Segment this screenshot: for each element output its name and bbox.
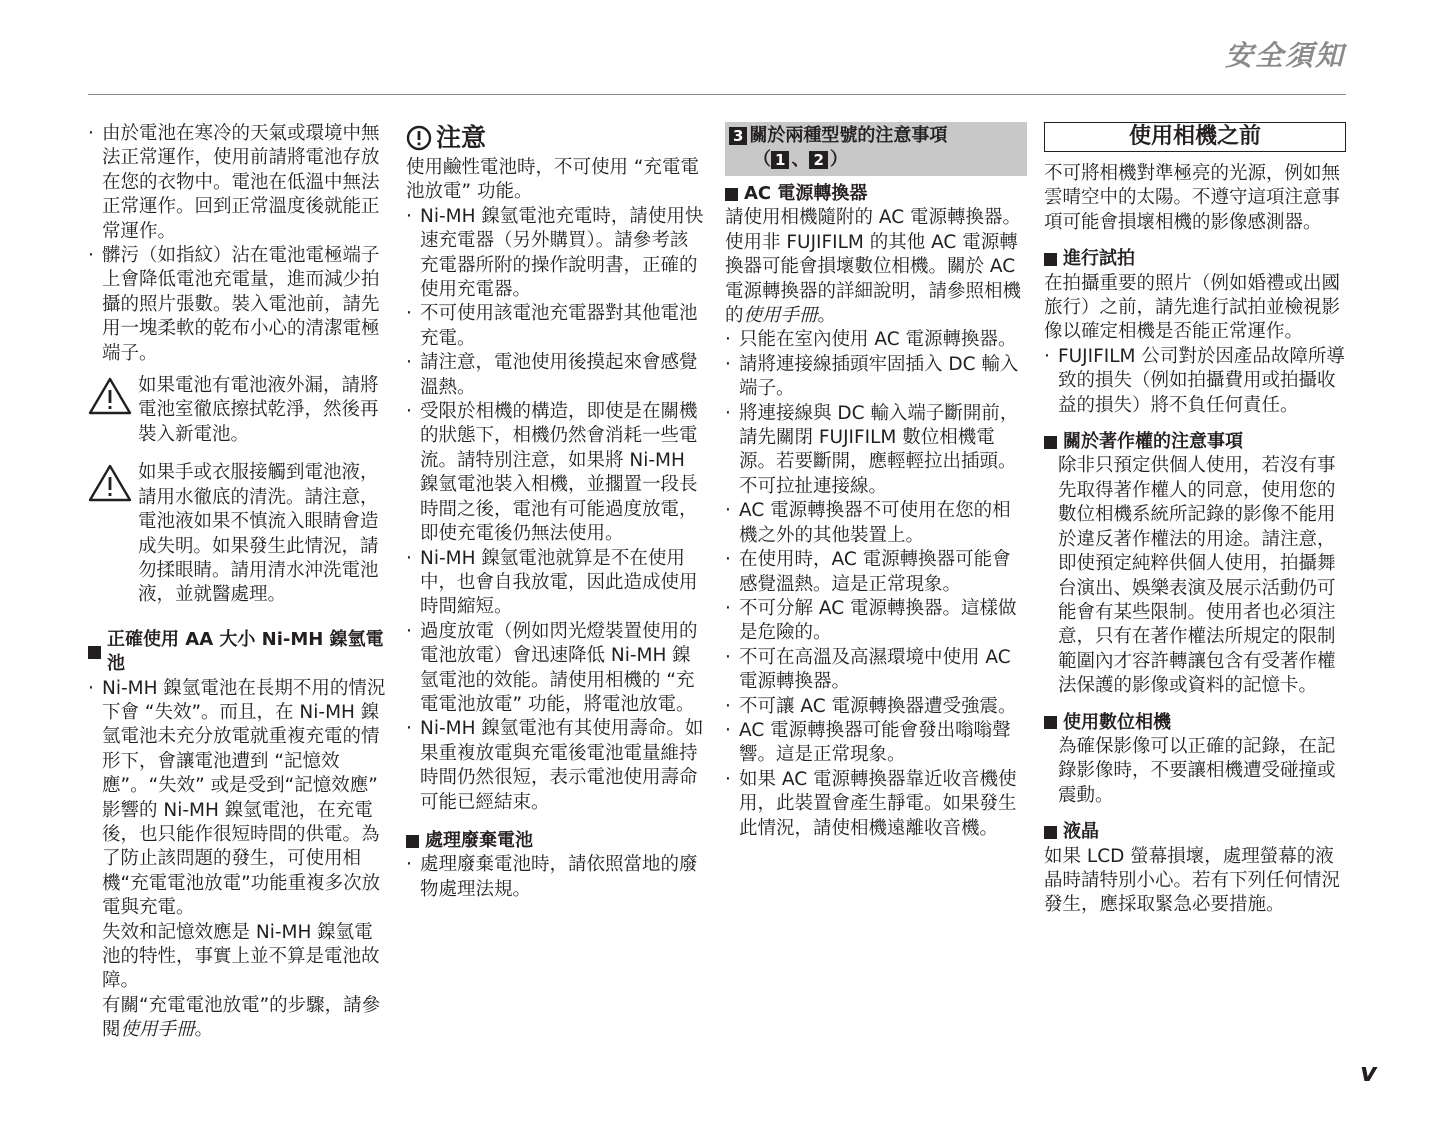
section-heading-lcd: [1044, 820, 1346, 844]
list-item: · 受限於相機的構造，即使是在關機的狀態下，相機仍然會消耗一些電流。請特別注意，如果將 Ni-MH 鎳氫電池裝入相機，並擱置一段長時間之後，電池有可能過度放電，即使充電後仍無法使用。: [406, 400, 706, 546]
column-4: [1044, 122, 1346, 918]
square-bullet-icon: [1044, 826, 1057, 839]
square-bullet-icon: [1044, 253, 1057, 266]
page-number: v: [1360, 1058, 1377, 1088]
list-item: · AC 電源轉換器可能會發出嗡嗡聲響。這是正常現象。: [725, 719, 1027, 768]
section-heading-text: 使用數位相機: [1063, 711, 1171, 733]
caution-heading: [406, 122, 706, 154]
list-item: · 請注意，電池使用後摸起來會感覺溫熱。: [406, 351, 706, 400]
warning-triangle-icon: [88, 463, 132, 503]
two-models-box: 3 關於兩種型號的注意事項 （ 1 、 2 ）: [725, 122, 1027, 176]
list-item: · 不可分解 AC 電源轉換器。這樣做是危險的。: [725, 597, 1027, 646]
list-item: · 不可在高溫及高濕環境中使用 AC 電源轉換器。: [725, 646, 1027, 695]
list-item: · AC 電源轉換器不可使用在您的相機之外的其他裝置上。: [725, 499, 1027, 548]
square-bullet-icon: [88, 646, 101, 659]
square-bullet-icon: [725, 188, 738, 201]
column-3: [725, 122, 1027, 841]
page-title: 安全須知: [1224, 39, 1345, 72]
section-heading-text: 處理廢棄電池: [425, 829, 533, 851]
list-item: · 不可讓 AC 電源轉換器遭受強震。: [725, 695, 1027, 719]
section-heading-text: 液晶: [1063, 821, 1099, 843]
before-use-intro: 不可將相機對準極亮的光源，例如無雲晴空中的太陽。不遵守這項注意事項可能會損壞相機的影像感測器。: [1044, 163, 1341, 233]
section-heading-test: [1044, 247, 1346, 271]
number-badge: 2: [809, 151, 827, 169]
warning-leak-text: 如果電池有電池液外漏，請將電池室徹底擦拭乾淨，然後再裝入新電池。: [138, 375, 379, 445]
square-bullet-icon: [406, 835, 419, 848]
ac-intro: 請使用相機隨附的 AC 電源轉換器。使用非 FUJIFILM 的其他 AC 電源轉換器可能會損壞數位相機。關於 AC 電源轉換器的詳細說明，請參照相機的使用手冊。: [725, 207, 1022, 327]
list-item: · 過度放電（例如閃光燈裝置使用的電池放電）會迅速降低 Ni-MH 鎳氫電池的效能。請使用相機的 “充電電池放電” 功能，將電池放電。: [406, 620, 706, 718]
header-rule: [88, 94, 1346, 95]
list-item: · Ni-MH 鎳氫電池充電時，請使用快速充電器（另外購買）。請參考該充電器所附的操作說明書，正確的使用充電器。: [406, 205, 706, 303]
square-bullet-icon: [1044, 716, 1057, 729]
bullet-disposal: · 處理廢棄電池時，請依照當地的廢物處理法規。: [406, 853, 706, 902]
section-heading-nimh: [88, 628, 388, 677]
section-heading-disposal: [406, 829, 706, 853]
manual-reference: 使用手冊: [743, 305, 818, 327]
paragraph-characteristics: 失效和記憶效應是 Ni-MH 鎳氫電池的特性，事實上並不算是電池故障。: [102, 921, 380, 992]
column-2: [406, 122, 706, 902]
column-1: [88, 122, 388, 1043]
handling-text: 為確保影像可以正確的記錄，在記錄影像時，不要讓相機遭受碰撞或震動。: [1058, 735, 1336, 806]
section-heading-text: AC 電源轉換器: [744, 183, 868, 204]
caution-title: 注意: [436, 122, 487, 152]
warning-leak: [88, 374, 388, 447]
copyright-text: 除非只預定供個人使用，若沒有事先取得著作權人的同意，使用您的數位相機系統所記錄的影像不能用於違反著作權法的用途。請注意，即使預定純粹供個人使用，拍攝舞台演出、娛樂表演及展示活動仍可能會有某些限制。使用者也必須注意，只有在著作權法所規定的限制範圍內才容許轉讓包含有受著作權法保護的影像或資料的記憶卡。: [1058, 455, 1336, 697]
caution-icon: [406, 125, 432, 151]
list-item: · 將連接線與 DC 輸入端子斷開前，請先關閉 FUJIFILM 數位相機電源。若要斷開，應輕輕拉出插頭。不可拉扯連接線。: [725, 402, 1027, 500]
bullet-memory-effect: · Ni-MH 鎳氫電池在長期不用的情況下會 “失效”。而且，在 Ni-MH 鎳氫電池未充分放電就重複充電的情形下，會讓電池遭到 “記憶效應”。“失效” 或是受到“記憶效應” 影響的 Ni-MH 鎳氫電池，在充電後，也只能作很短時間的供電。為了防止該問題的發生，可使用相機“充電電池放電”功能重複多次放電與充電。: [88, 677, 388, 921]
manual-reference: 使用手冊: [120, 1019, 195, 1041]
section-heading-text: 關於著作權的注意事項: [1063, 431, 1243, 453]
section-heading-copyright: [1044, 430, 1346, 454]
lcd-text: 如果 LCD 螢幕損壞，處理螢幕的液晶時請特別小心。若有下列任何情況發生，應採取緊急必要措施。: [1044, 845, 1341, 916]
number-badge: 3: [729, 127, 747, 145]
bullet-liability: · FUJIFILM 公司對於因產品故障所導致的損失（例如拍攝費用或拍攝收益的損失）將不負任何責任。: [1044, 345, 1346, 418]
before-use-box: 使用相機之前: [1044, 122, 1346, 152]
test-text: 在拍攝重要的照片（例如婚禮或出國旅行）之前，請先進行試拍並檢視影像以確定相機是否能正常運作。: [1044, 272, 1341, 343]
section-heading-handling: [1044, 711, 1346, 735]
section-heading-ac: [725, 182, 1027, 206]
section-heading-text: 進行試拍: [1063, 248, 1135, 270]
section-heading-text: 正確使用 AA 大小 Ni-MH 鎳氫電池: [107, 628, 384, 675]
list-item: · Ni-MH 鎳氫電池就算是不在使用中，也會自我放電，因此造成使用時間縮短。: [406, 547, 706, 620]
square-bullet-icon: [1044, 436, 1057, 449]
warning-contact-text: 如果手或衣服接觸到電池液，請用水徹底的清洗。請注意，電池液如果不慎流入眼睛會造成失明。如果發生此情況，請勿揉眼睛。請用清水沖洗電池液，並就醫處理。: [138, 462, 379, 606]
bullet-cold-weather: · 由於電池在寒冷的天氣或環境中無法正常運作，使用前請將電池存放在您的衣物中。電池在低溫中無法正常運作。回到正常溫度後就能正常運作。: [88, 122, 388, 244]
list-item: · 只能在室內使用 AC 電源轉換器。: [725, 328, 1027, 352]
warning-triangle-icon: [88, 376, 132, 416]
list-item: · 如果 AC 電源轉換器靠近收音機使用，此裝置會產生靜電。如果發生此情況，請使相機遠離收音機。: [725, 768, 1027, 841]
warning-contact: [88, 461, 388, 607]
number-badge: 1: [771, 151, 789, 169]
bullet-terminals: · 髒污（如指紋）沾在電池電極端子上會降低電池充電量，進而減少拍攝的照片張數。裝入電池前，請先用一塊柔軟的乾布小心的清潔電極端子。: [88, 244, 388, 366]
list-item: · 不可使用該電池充電器對其他電池充電。: [406, 302, 706, 351]
paragraph-refer-manual: 有關“充電電池放電”的步驟，請參閱使用手冊。: [102, 994, 381, 1041]
list-item: · Ni-MH 鎳氫電池有其使用壽命。如果重複放電與充電後電池電量維持時間仍然很短，表示電池使用壽命可能已經結束。: [406, 717, 706, 815]
box-title: 關於兩種型號的注意事項: [749, 125, 948, 146]
list-item: · 在使用時，AC 電源轉換器可能會感覺溫熱。這是正常現象。: [725, 548, 1027, 597]
caution-intro: 使用鹼性電池時，不可使用 “充電電池放電” 功能。: [406, 157, 699, 203]
list-item: · 請將連接線插頭牢固插入 DC 輸入端子。: [725, 353, 1027, 402]
